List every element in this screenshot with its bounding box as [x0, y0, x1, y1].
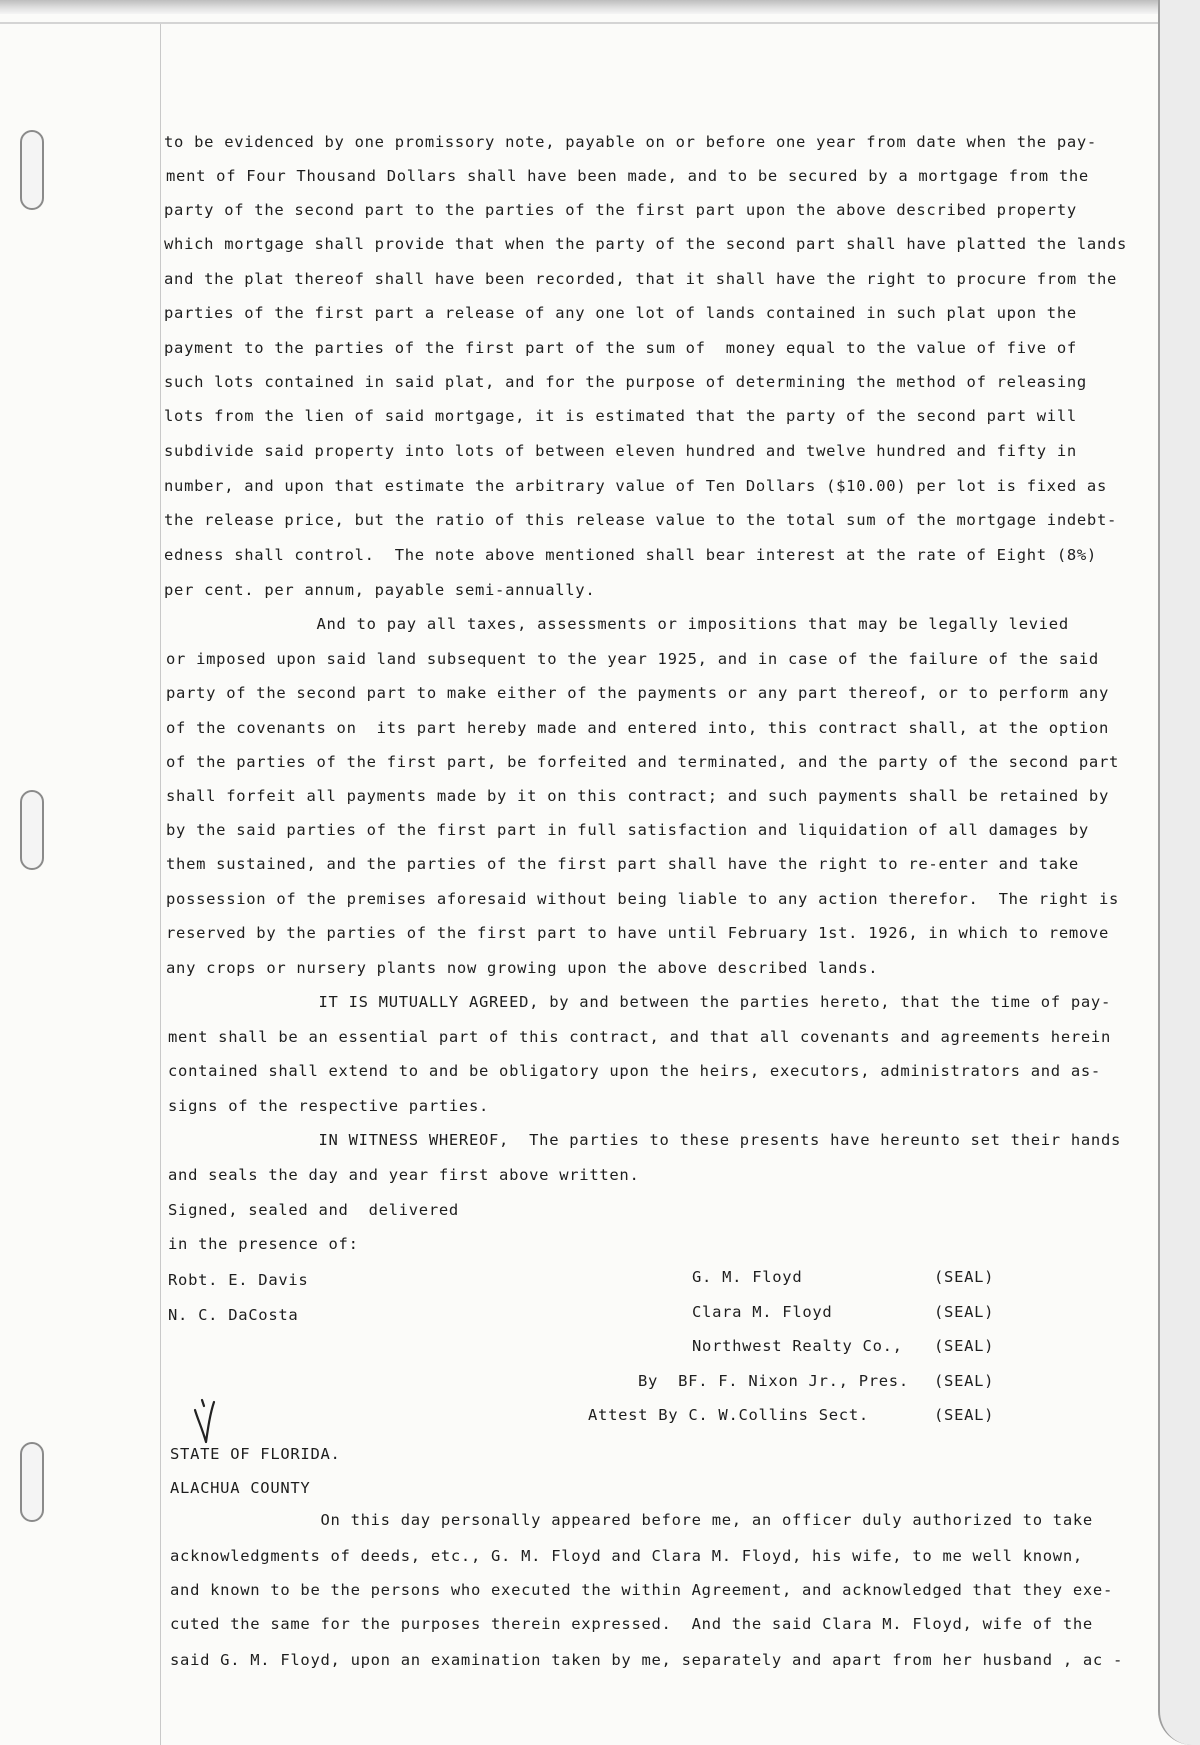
body-line: the release price, but the ratio of this release value to the total sum of the mortgage indebt- — [164, 511, 1118, 529]
body-line: party of the second part to make either of the payments or any part thereof, or to perform any — [166, 684, 1109, 702]
body-line: which mortgage shall provide that when the party of the second part shall have platted the lands — [164, 235, 1128, 253]
body-line: Signed, sealed and delivered — [168, 1201, 459, 1219]
page-top-rule — [0, 22, 1200, 24]
signatory-name: By BF. F. Nixon Jr., Pres. — [638, 1372, 909, 1390]
signatory-name: Northwest Realty Co., — [692, 1337, 903, 1355]
acknowledgment-line: On this day personally appeared before me, an officer duly authorized to take — [170, 1511, 1093, 1529]
binder-hole-top — [20, 130, 44, 210]
body-line: IN WITNESS WHEREOF, The parties to these presents have hereunto set their hands — [168, 1131, 1122, 1149]
seal-mark: (SEAL) — [934, 1337, 995, 1355]
seal-mark: (SEAL) — [934, 1372, 995, 1390]
body-line: possession of the premises aforesaid without being liable to any action therefor. The right is — [166, 890, 1120, 908]
body-line: contained shall extend to and be obligatory upon the heirs, executors, administrators and as- — [168, 1062, 1101, 1080]
binder-hole-middle — [20, 790, 44, 870]
signatory-name: Attest By C. W.Collins Sect. — [588, 1406, 869, 1424]
acknowledgment-line: and known to be the persons who executed the within Agreement, and acknowledged that they exe- — [170, 1581, 1113, 1599]
body-line: parties of the first part a release of any one lot of lands contained in such plat upon the — [164, 304, 1077, 322]
body-line: or imposed upon said land subsequent to the year 1925, and in case of the failure of the said — [166, 650, 1099, 668]
body-line: per cent. per annum, payable semi-annually. — [164, 581, 596, 599]
seal-mark: (SEAL) — [934, 1303, 995, 1321]
body-line: number, and upon that estimate the arbitrary value of Ten Dollars ($10.00) per lot is fixed as — [164, 477, 1107, 495]
body-line: shall forfeit all payments made by it on this contract; and such payments shall be retained by — [166, 787, 1109, 805]
acknowledgment-line: cuted the same for the purposes therein expressed. And the said Clara M. Floyd, wife of the — [170, 1615, 1093, 1633]
body-line: them sustained, and the parties of the first part shall have the right to re-enter and take — [166, 855, 1079, 873]
body-line: of the covenants on its part hereby made and entered into, this contract shall, at the option — [166, 719, 1109, 737]
acknowledgment-line: said G. M. Floyd, upon an examination taken by me, separately and apart from her husband , ac - — [170, 1651, 1124, 1669]
body-line: to be evidenced by one promissory note, payable on or before one year from date when the pay- — [164, 133, 1097, 151]
body-line: any crops or nursery plants now growing upon the above described lands. — [166, 959, 879, 977]
witness-name: N. C. DaCosta — [168, 1306, 299, 1324]
seal-mark: (SEAL) — [934, 1406, 995, 1424]
left-margin-rule — [160, 24, 161, 1745]
body-line: edness shall control. The note above mentioned shall bear interest at the rate of Eight (8%) — [164, 546, 1097, 564]
venue-county: ALACHUA COUNTY — [170, 1479, 311, 1497]
body-line: in the presence of: — [168, 1235, 359, 1253]
body-line: by the said parties of the first part in full satisfaction and liquidation of all damages by — [166, 821, 1089, 839]
body-line: party of the second part to the parties of the first part upon the above described property — [164, 201, 1077, 219]
body-line: and the plat thereof shall have been recorded, that it shall have the right to procure from the — [164, 270, 1118, 288]
signatory-name: G. M. Floyd — [692, 1268, 803, 1286]
page-right-edge — [1158, 0, 1200, 1745]
body-line: lots from the lien of said mortgage, it is estimated that the party of the second part will — [164, 407, 1077, 425]
body-line: And to pay all taxes, assessments or impositions that may be legally levied — [166, 615, 1069, 633]
body-line: of the parties of the first part, be forfeited and terminated, and the party of the second part — [166, 753, 1120, 771]
signatory-name: Clara M. Floyd — [692, 1303, 833, 1321]
acknowledgment-line: acknowledgments of deeds, etc., G. M. Floyd and Clara M. Floyd, his wife, to me well known, — [170, 1547, 1083, 1565]
body-line: IT IS MUTUALLY AGREED, by and between the parties hereto, that the time of pay- — [168, 993, 1111, 1011]
body-line: payment to the parties of the first part of the sum of money equal to the value of five of — [164, 339, 1077, 357]
body-line: reserved by the parties of the first part to have until February 1st. 1926, in which to remove — [166, 924, 1109, 942]
body-line: ment of Four Thousand Dollars shall have been made, and to be secured by a mortgage from the — [166, 167, 1089, 185]
seal-mark: (SEAL) — [934, 1268, 995, 1286]
body-line: such lots contained in said plat, and for the purpose of determining the method of releasing — [164, 373, 1087, 391]
body-line: ment shall be an essential part of this contract, and that all covenants and agreements herein — [168, 1028, 1111, 1046]
witness-name: Robt. E. Davis — [168, 1271, 309, 1289]
binder-hole-bottom — [20, 1442, 44, 1522]
venue-state: STATE OF FLORIDA. — [170, 1445, 341, 1463]
body-line: and seals the day and year first above written. — [168, 1166, 640, 1184]
body-line: signs of the respective parties. — [168, 1097, 490, 1115]
body-line: subdivide said property into lots of between eleven hundred and twelve hundred and fifty in — [164, 442, 1077, 460]
page-top-edge — [0, 0, 1200, 14]
